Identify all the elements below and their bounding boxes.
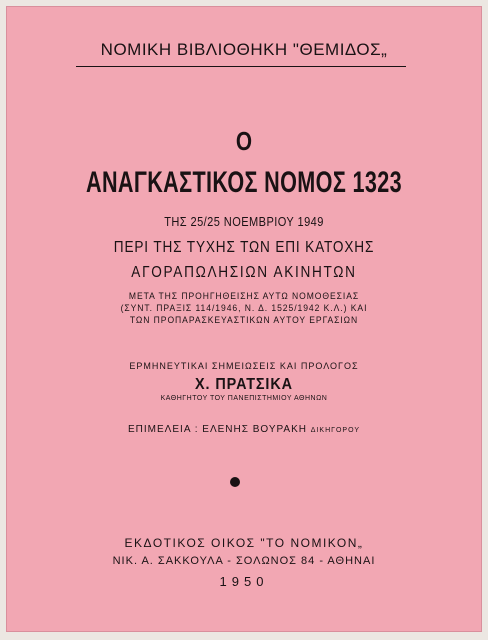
author-name: Χ. ΠΡΑΤΣΙΚΑ xyxy=(195,376,293,393)
book-title: ΑΝΑΓΚΑΣΤΙΚΟΣ ΝΟΜΟΣ 1323 xyxy=(85,166,402,199)
series-name: ΝΟΜΙΚΗ ΒΙΒΛΙΟΘΗΚΗ "ΘΕΜΙΔΟΣ„ xyxy=(100,40,388,59)
editor-profession: ΔΙΚΗΓΟΡΟΥ xyxy=(310,427,360,434)
meta-line-3: ΤΩΝ ΠΡΟΠΑΡΑΣΚΕΥΑΣΤΙΚΩΝ ΑΥΤΟΥ ΕΡΓΑΣΙΩΝ xyxy=(129,315,359,325)
publication-year: 1950 xyxy=(219,574,269,589)
book-cover xyxy=(6,6,482,632)
series-underline xyxy=(76,66,406,67)
center-dot-ornament xyxy=(230,477,240,487)
publisher-address: ΝΙΚ. Α. ΣΑΚΚΟΥΛΑ - ΣΟΛΩΝΟΣ 84 - ΑΘΗΝΑΙ xyxy=(112,555,376,567)
title-article: Ο xyxy=(235,126,253,156)
editor-label: ΕΠΙΜΕΛΕΙΑ : xyxy=(128,424,199,435)
editor-name: ΕΛΕΝΗΣ ΒΟΥΡΑΚΗ xyxy=(202,424,307,435)
notes-label: ΕΡΜΗΝΕΥΤΙΚΑΙ ΣΗΜΕΙΩΣΕΙΣ ΚΑΙ ΠΡΟΛΟΓΟΣ xyxy=(129,361,359,371)
meta-line-2: (ΣΥΝΤ. ΠΡΑΞΙΣ 114/1946, Ν. Δ. 1525/1942 Κ.Λ.) ΚΑΙ xyxy=(120,303,368,313)
subtitle-line-1: ΠΕΡΙ ΤΗΣ ΤΥΧΗΣ ΤΩΝ ΕΠΙ ΚΑΤΟΧΗΣ xyxy=(113,239,375,256)
author-affiliation: ΚΑΘΗΓΗΤΟΥ ΤΟΥ ΠΑΝΕΠΙΣΤΗΜΙΟΥ ΑΘΗΝΩΝ xyxy=(160,395,328,402)
subtitle-line-2: ΑΓΟΡΑΠΩΛΗΣΙΩΝ ΑΚΙΝΗΤΩΝ xyxy=(131,264,357,281)
meta-line-1: ΜΕΤΑ ΤΗΣ ΠΡΟΗΓΗΘΕΙΣΗΣ ΑΥΤΩ ΝΟΜΟΘΕΣΙΑΣ xyxy=(128,291,360,301)
law-date: ΤΗΣ 25/25 ΝΟΕΜΒΡΙΟΥ 1949 xyxy=(164,214,324,229)
publisher-name: ΕΚΔΟΤΙΚΟΣ ΟΙΚΟΣ "ΤΟ ΝΟΜΙΚΟΝ„ xyxy=(124,536,364,550)
editor-credit xyxy=(6,424,482,435)
